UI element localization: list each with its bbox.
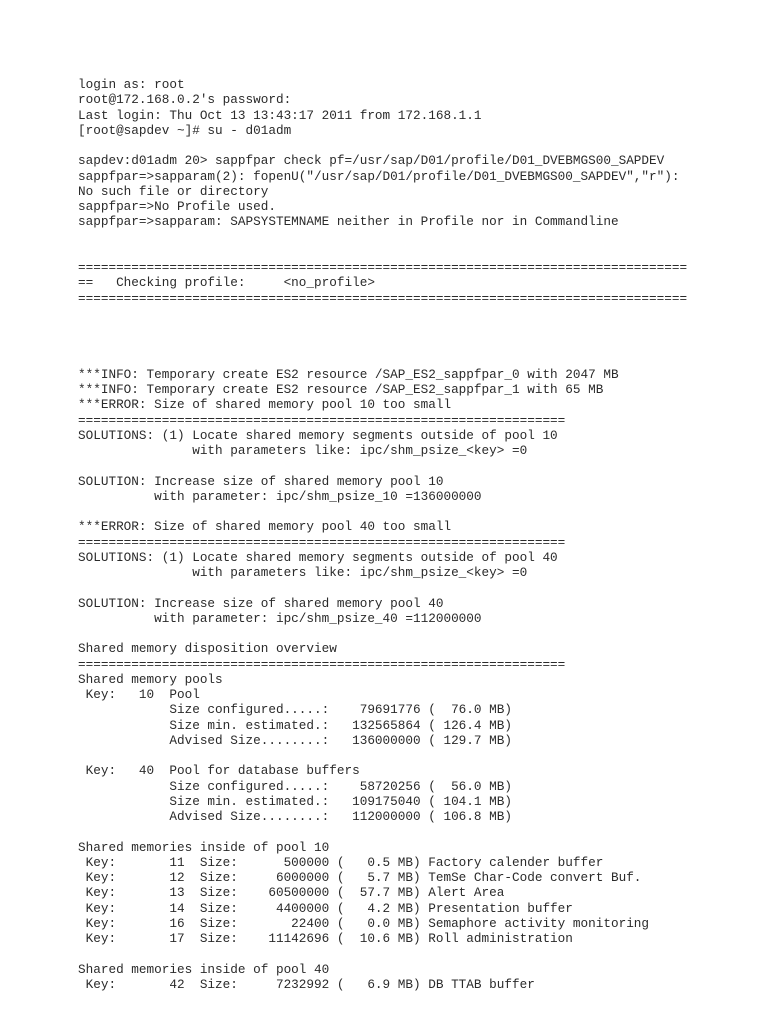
log-line: ***INFO: Temporary create ES2 resource /SAP_ES2_sappfpar_1 with 65 MB — [78, 382, 604, 397]
log-line — [78, 352, 758, 367]
log-line: sappfpar=>sapparam: SAPSYSTEMNAME neither in Profile nor in Commandline — [78, 214, 619, 230]
log-line: Advised Size........: 112000000 ( 106.8 MB) — [78, 809, 512, 824]
separator-line: ================================================================ — [78, 412, 566, 428]
log-line: Key: 40 Pool for database buffers — [78, 763, 360, 779]
log-line: No such file or directory — [78, 183, 269, 199]
log-line: Size configured.....: 58720256 ( 56.0 MB) — [78, 778, 512, 794]
log-line: sappfpar=>No Profile used. — [78, 199, 276, 214]
log-line: Shared memory pools — [78, 671, 223, 687]
log-line — [78, 458, 758, 473]
log-line: root@172.168.0.2's password: — [78, 92, 292, 108]
log-line: Size min. estimated.: 109175040 ( 104.1 MB) — [78, 793, 512, 809]
log-line — [78, 245, 758, 260]
separator-line: ================================================================================ — [78, 290, 688, 306]
log-line: Key: 14 Size: 4400000 ( 4.2 MB) Presentation buffer — [78, 900, 573, 916]
log-line: Shared memories inside of pool 10 — [78, 839, 330, 855]
log-line — [78, 230, 758, 245]
log-line: Shared memories inside of pool 40 — [78, 961, 330, 977]
log-line: Size min. estimated.: 132565864 ( 126.4 MB) — [78, 717, 512, 733]
error-line: ***ERROR: Size of shared memory pool 40 too small — [78, 519, 452, 535]
log-line — [78, 504, 758, 519]
log-line: [root@sapdev ~]# su - d01adm — [78, 122, 292, 138]
log-line — [78, 138, 758, 153]
log-line: with parameter: ipc/shm_psize_40 =112000000 — [78, 610, 482, 626]
separator-line: ================================================================ — [78, 534, 566, 550]
separator-line: ================================================================ — [78, 656, 566, 672]
log-line — [78, 306, 758, 321]
log-line: sappfpar=>sapparam(2): fopenU("/usr/sap/D01/profile/D01_DVEBMGS00_SAPDEV","r"): — [78, 168, 680, 184]
log-line — [78, 748, 758, 763]
log-line: Key: 13 Size: 60500000 ( 57.7 MB) Alert Area — [78, 885, 505, 901]
log-line: login as: root — [78, 77, 185, 92]
error-line: ***ERROR: Size of shared memory pool 10 too small — [78, 397, 452, 413]
log-line: with parameters like: ipc/shm_psize_<key> =0 — [78, 565, 528, 580]
log-line — [78, 626, 758, 641]
log-line: Advised Size........: 136000000 ( 129.7 MB) — [78, 732, 512, 748]
log-line: SOLUTION: Increase size of shared memory pool 10 — [78, 473, 444, 489]
terminal-log-document — [78, 77, 758, 992]
log-line: SOLUTIONS: (1) Locate shared memory segments outside of pool 10 — [78, 427, 558, 443]
log-line: SOLUTION: Increase size of shared memory pool 40 — [78, 595, 444, 611]
log-line: SOLUTIONS: (1) Locate shared memory segments outside of pool 40 — [78, 549, 558, 565]
log-line — [78, 336, 758, 351]
log-line — [78, 321, 758, 336]
log-line: Key: 10 Pool — [78, 687, 200, 702]
separator-line: ================================================================================ — [78, 260, 688, 275]
log-line — [78, 580, 758, 595]
log-line: Size configured.....: 79691776 ( 76.0 MB) — [78, 702, 512, 718]
log-line: Key: 16 Size: 22400 ( 0.0 MB) Semaphore activity monitoring — [78, 915, 650, 931]
section-header: Shared memory disposition overview — [78, 641, 337, 657]
log-line: with parameters like: ipc/shm_psize_<key> =0 — [78, 443, 528, 458]
log-line — [78, 824, 758, 839]
log-line: ***INFO: Temporary create ES2 resource /SAP_ES2_sappfpar_0 with 2047 MB — [78, 366, 619, 382]
section-header: == Checking profile: <no_profile> — [78, 275, 375, 291]
log-line: Key: 17 Size: 11142696 ( 10.6 MB) Roll administration — [78, 931, 573, 946]
log-line: with parameter: ipc/shm_psize_10 =136000000 — [78, 488, 482, 504]
log-line: Key: 11 Size: 500000 ( 0.5 MB) Factory calender buffer — [78, 854, 604, 870]
log-line: Key: 12 Size: 6000000 ( 5.7 MB) TemSe Char-Code convert Buf. — [78, 870, 642, 885]
log-line: sapdev:d01adm 20> sappfpar check pf=/usr/sap/D01/profile/D01_DVEBMGS00_SAPDEV — [78, 153, 665, 169]
log-line: Key: 42 Size: 7232992 ( 6.9 MB) DB TTAB buffer — [78, 976, 535, 992]
log-line — [78, 946, 758, 961]
log-line: Last login: Thu Oct 13 13:43:17 2011 from 172.168.1.1 — [78, 107, 482, 123]
